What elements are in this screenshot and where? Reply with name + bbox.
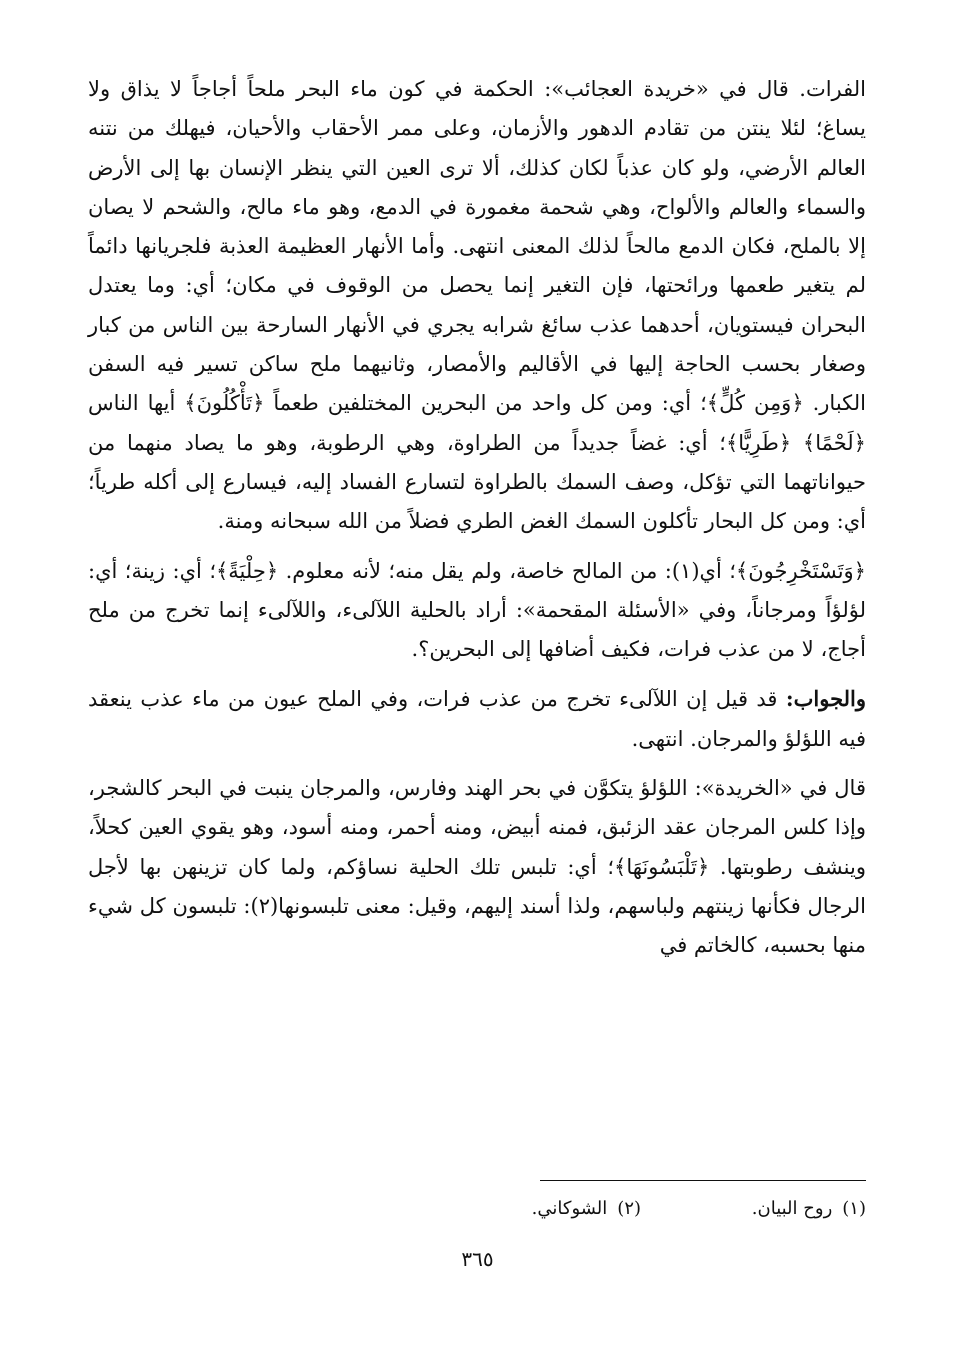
footnote-text: الشوكاني. [531,1198,608,1219]
footnote-number: (١) [842,1198,866,1219]
paragraph-2: ﴿وَتَسْتَخْرِجُونَ﴾؛ أي(١): من المالح خاصة، ولم يقل منه؛ لأنه معلوم. ﴿حِلْيَةً﴾؛ أي: زينة؛ أي: لؤلؤاً ومرجاناً، وفي «الأسئلة المقحمة»: أراد بالحلية اللآلىء، واللآلىء إنما تخرج من ملح أجاج، لا من عذب فرات، فكيف أضافها إلى البحرين؟. [88,558,866,662]
paragraph-4: قال في «الخريدة»: اللؤلؤ يتكوَّن في بحر الهند وفارس، والمرجان ينبت في البحر كالشجر، وإذا كلس المرجان عقد الزئبق، فمنه أبيض، ومنه أحمر، ومنه أسود، وهو يقوي العين كحلاً، وينشف رطوبتها. ﴿تَلْبَسُونَهَا﴾؛ أي: تلبس تلك الحلية نساؤكم، ولما كان تزينهن بها لأجل الرجال فكأنها زينتهم ولباسهم، ولذا أسند إليهم، وقيل: معنى تلبسونها(٢): تلبسون كل شيء منها بحسبه، كالخاتم في [88,776,866,958]
paragraph-1: الفرات. قال في «خريدة العجائب»: الحكمة في كون ماء البحر ملحاً أجاجاً لا يذاق ولا يساغ؛ لئلا ينتن من تقادم الدهور والأزمان، وعلى ممر الأحقاب والأحيان، فيهلك من نتنه العالم الأرضي، ولو كان عذباً لكان كذلك، ألا ترى العين التي ينظر الإنسان بها إلى الأرض والسماء والعالم والألواح، وهي شحمة مغمورة في الدمع، وهو ماء مالح، والشحم لا يصان إلا بالملح، فكان الدمع مالحاً لذلك المعنى انتهى. وأما الأنهار العظيمة العذبة فلجريانها دائماً لم يتغير طعمها ورائحتها، فإن التغير إنما يحصل من الوقوف في مكان؛ أي: وما يعتدل البحران فيستويان، أحدهما عذب سائغ شرابه يجري في الأنهار السارحة بين الناس من كبار وصغار بحسب الحاجة إليها في الأقاليم والأمصار، وثانيهما ملح ساكن تسير فيه السفن الكبار. ﴿وَمِن كُلٍّ﴾؛ أي: ومن كل واحد من البحرين المختلفين طعماً ﴿تَأْكُلُونَ﴾ أيها الناس ﴿لَحْمًا﴾ ﴿طَرِيًّا﴾؛ أي: غضاً جديداً من الطراوة، وهي الرطوبة، وهو ما يصاد منهما من حيواناتهما التي تؤكل، وصف السمك بالطراوة لتسارع الفساد إليه، فيسارع إلى أكله طرياً؛ أي: ومن كل البحار تأكلون السمك الغض الطري فضلاً من الله سبحانه ومنة. [88,77,866,534]
footnote-1 [752,1195,866,1223]
footnotes [88,1195,866,1223]
footnote-text: روح البيان. [751,1198,833,1219]
footnote-2 [532,1195,641,1223]
page-number: ٣٦٥ [461,1247,494,1271]
footnote-number: (٢) [617,1198,642,1219]
answer-label: والجواب: [785,686,867,712]
paragraph-3 [88,679,866,759]
page-body [88,70,866,976]
answer-text: قد قيل إن اللآلىء تخرج من عذب فرات، وفي الملح عيون من ماء عذب ينعقد فيه اللؤلؤ والمرجان. انتهى. [88,687,866,751]
footnote-divider [540,1180,866,1181]
